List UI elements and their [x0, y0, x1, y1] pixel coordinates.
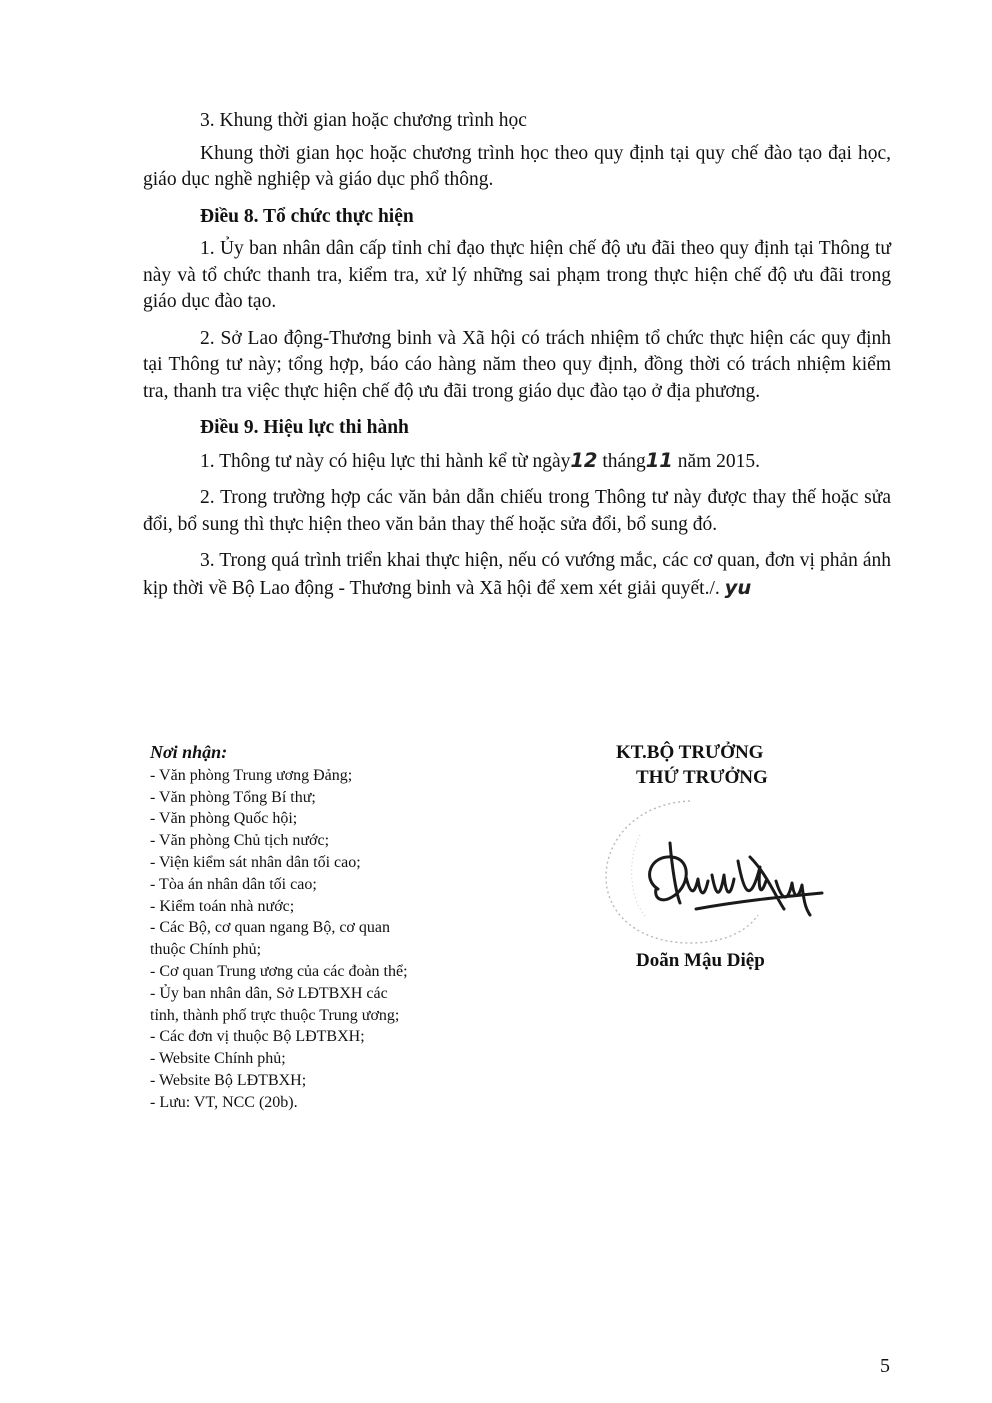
- list-item: - Các đơn vị thuộc Bộ LĐTBXH;: [150, 1028, 365, 1046]
- signature-with-stamp: [600, 797, 860, 947]
- section-3-title: 3. Khung thời gian hoặc chương trình học: [200, 110, 527, 131]
- article-8-title: Điều 8. Tổ chức thực hiện: [200, 205, 414, 227]
- list-item: tỉnh, thành phố trực thuộc Trung ương;: [150, 1006, 400, 1024]
- section-3-body: Khung thời gian học hoặc chương trình học theo quy định tại quy chế đào tạo đại học, giáo dục nghề nghiệp và giáo dục phổ thông.: [143, 142, 891, 190]
- page-number: 5: [880, 1355, 890, 1377]
- stamp-ring: [606, 801, 758, 943]
- handwritten-day: 12: [570, 448, 598, 472]
- list-item: thuộc Chính phủ;: [150, 941, 262, 959]
- recipients-block: [150, 742, 490, 1114]
- effective-date-month-word: tháng: [597, 450, 646, 472]
- list-item: - Các Bộ, cơ quan ngang Bộ, cơ quan: [150, 919, 390, 937]
- article-9-paragraph-3: [143, 548, 891, 602]
- article-9-paragraph-3-text: 3. Trong quá trình triển khai thực hiện, nếu có vướng mắc, các cơ quan, đơn vị phản ánh kịp thời về Bộ Lao động - Thương binh và Xã hội để xem xét giải quyết./.: [143, 550, 891, 599]
- list-item: - Văn phòng Chủ tịch nước;: [150, 832, 330, 850]
- stamp-ring-inner: [632, 835, 646, 917]
- article-8-paragraph-1: 1. Ủy ban nhân dân cấp tỉnh chỉ đạo thực hiện chế độ ưu đãi theo quy định tại Thông tư này và tổ chức thanh tra, kiểm tra, xử lý những sai phạm trong thực hiện chế độ ưu đãi trong giáo dục đào tạo.: [143, 238, 891, 312]
- article-9-paragraph-1: [143, 448, 891, 476]
- list-item: - Văn phòng Trung ương Đảng;: [150, 766, 353, 784]
- handwritten-month: 11: [645, 448, 673, 472]
- effective-date-prefix: 1. Thông tư này có hiệu lực thi hành kể từ ngày: [200, 450, 571, 472]
- signer-title-line-2: THỨ TRƯỞNG: [636, 767, 768, 788]
- document-body: [143, 108, 891, 612]
- article-9-paragraph-2: 2. Trong trường hợp các văn bản dẫn chiếu trong Thông tư này được thay thế hoặc sửa đổi, bổ sung thì thực hiện theo văn bản thay thế hoặc sửa đổi, bổ sung đó.: [143, 487, 891, 535]
- list-item: - Kiểm toán nhà nước;: [150, 897, 295, 915]
- list-item: - Website Chính phủ;: [150, 1050, 286, 1068]
- recipients-list: [150, 765, 490, 1114]
- list-item: - Văn phòng Quốc hội;: [150, 810, 298, 828]
- list-item: - Lưu: VT, NCC (20b).: [150, 1093, 298, 1111]
- handwritten-initials: yu: [724, 575, 752, 599]
- list-item: - Ủy ban nhân dân, Sở LĐTBXH các: [150, 984, 388, 1002]
- list-item: - Viện kiểm sát nhân dân tối cao;: [150, 853, 361, 871]
- article-9-title: Điều 9. Hiệu lực thi hành: [200, 417, 409, 438]
- list-item: - Tòa án nhân dân tối cao;: [150, 875, 317, 893]
- signer-name: Doãn Mậu Diệp: [636, 950, 765, 971]
- signature-stroke: [650, 843, 822, 915]
- recipients-heading: Nơi nhận:: [150, 742, 228, 762]
- list-item: - Văn phòng Tổng Bí thư;: [150, 788, 316, 806]
- effective-date-suffix: năm 2015.: [672, 450, 761, 472]
- list-item: - Cơ quan Trung ương của các đoàn thể;: [150, 962, 408, 980]
- article-8-paragraph-2: 2. Sở Lao động-Thương binh và Xã hội có trách nhiệm tổ chức thực hiện các quy định tại Thông tư này; tổng hợp, báo cáo hàng năm theo quy định, đồng thời có trách nhiệm kiểm tra, thanh tra việc thực hiện chế độ ưu đãi trong giáo dục đào tạo ở địa phương.: [143, 327, 891, 402]
- list-item: - Website Bộ LĐTBXH;: [150, 1071, 307, 1089]
- signer-title-line-1: KT.BỘ TRƯỞNG: [616, 742, 764, 763]
